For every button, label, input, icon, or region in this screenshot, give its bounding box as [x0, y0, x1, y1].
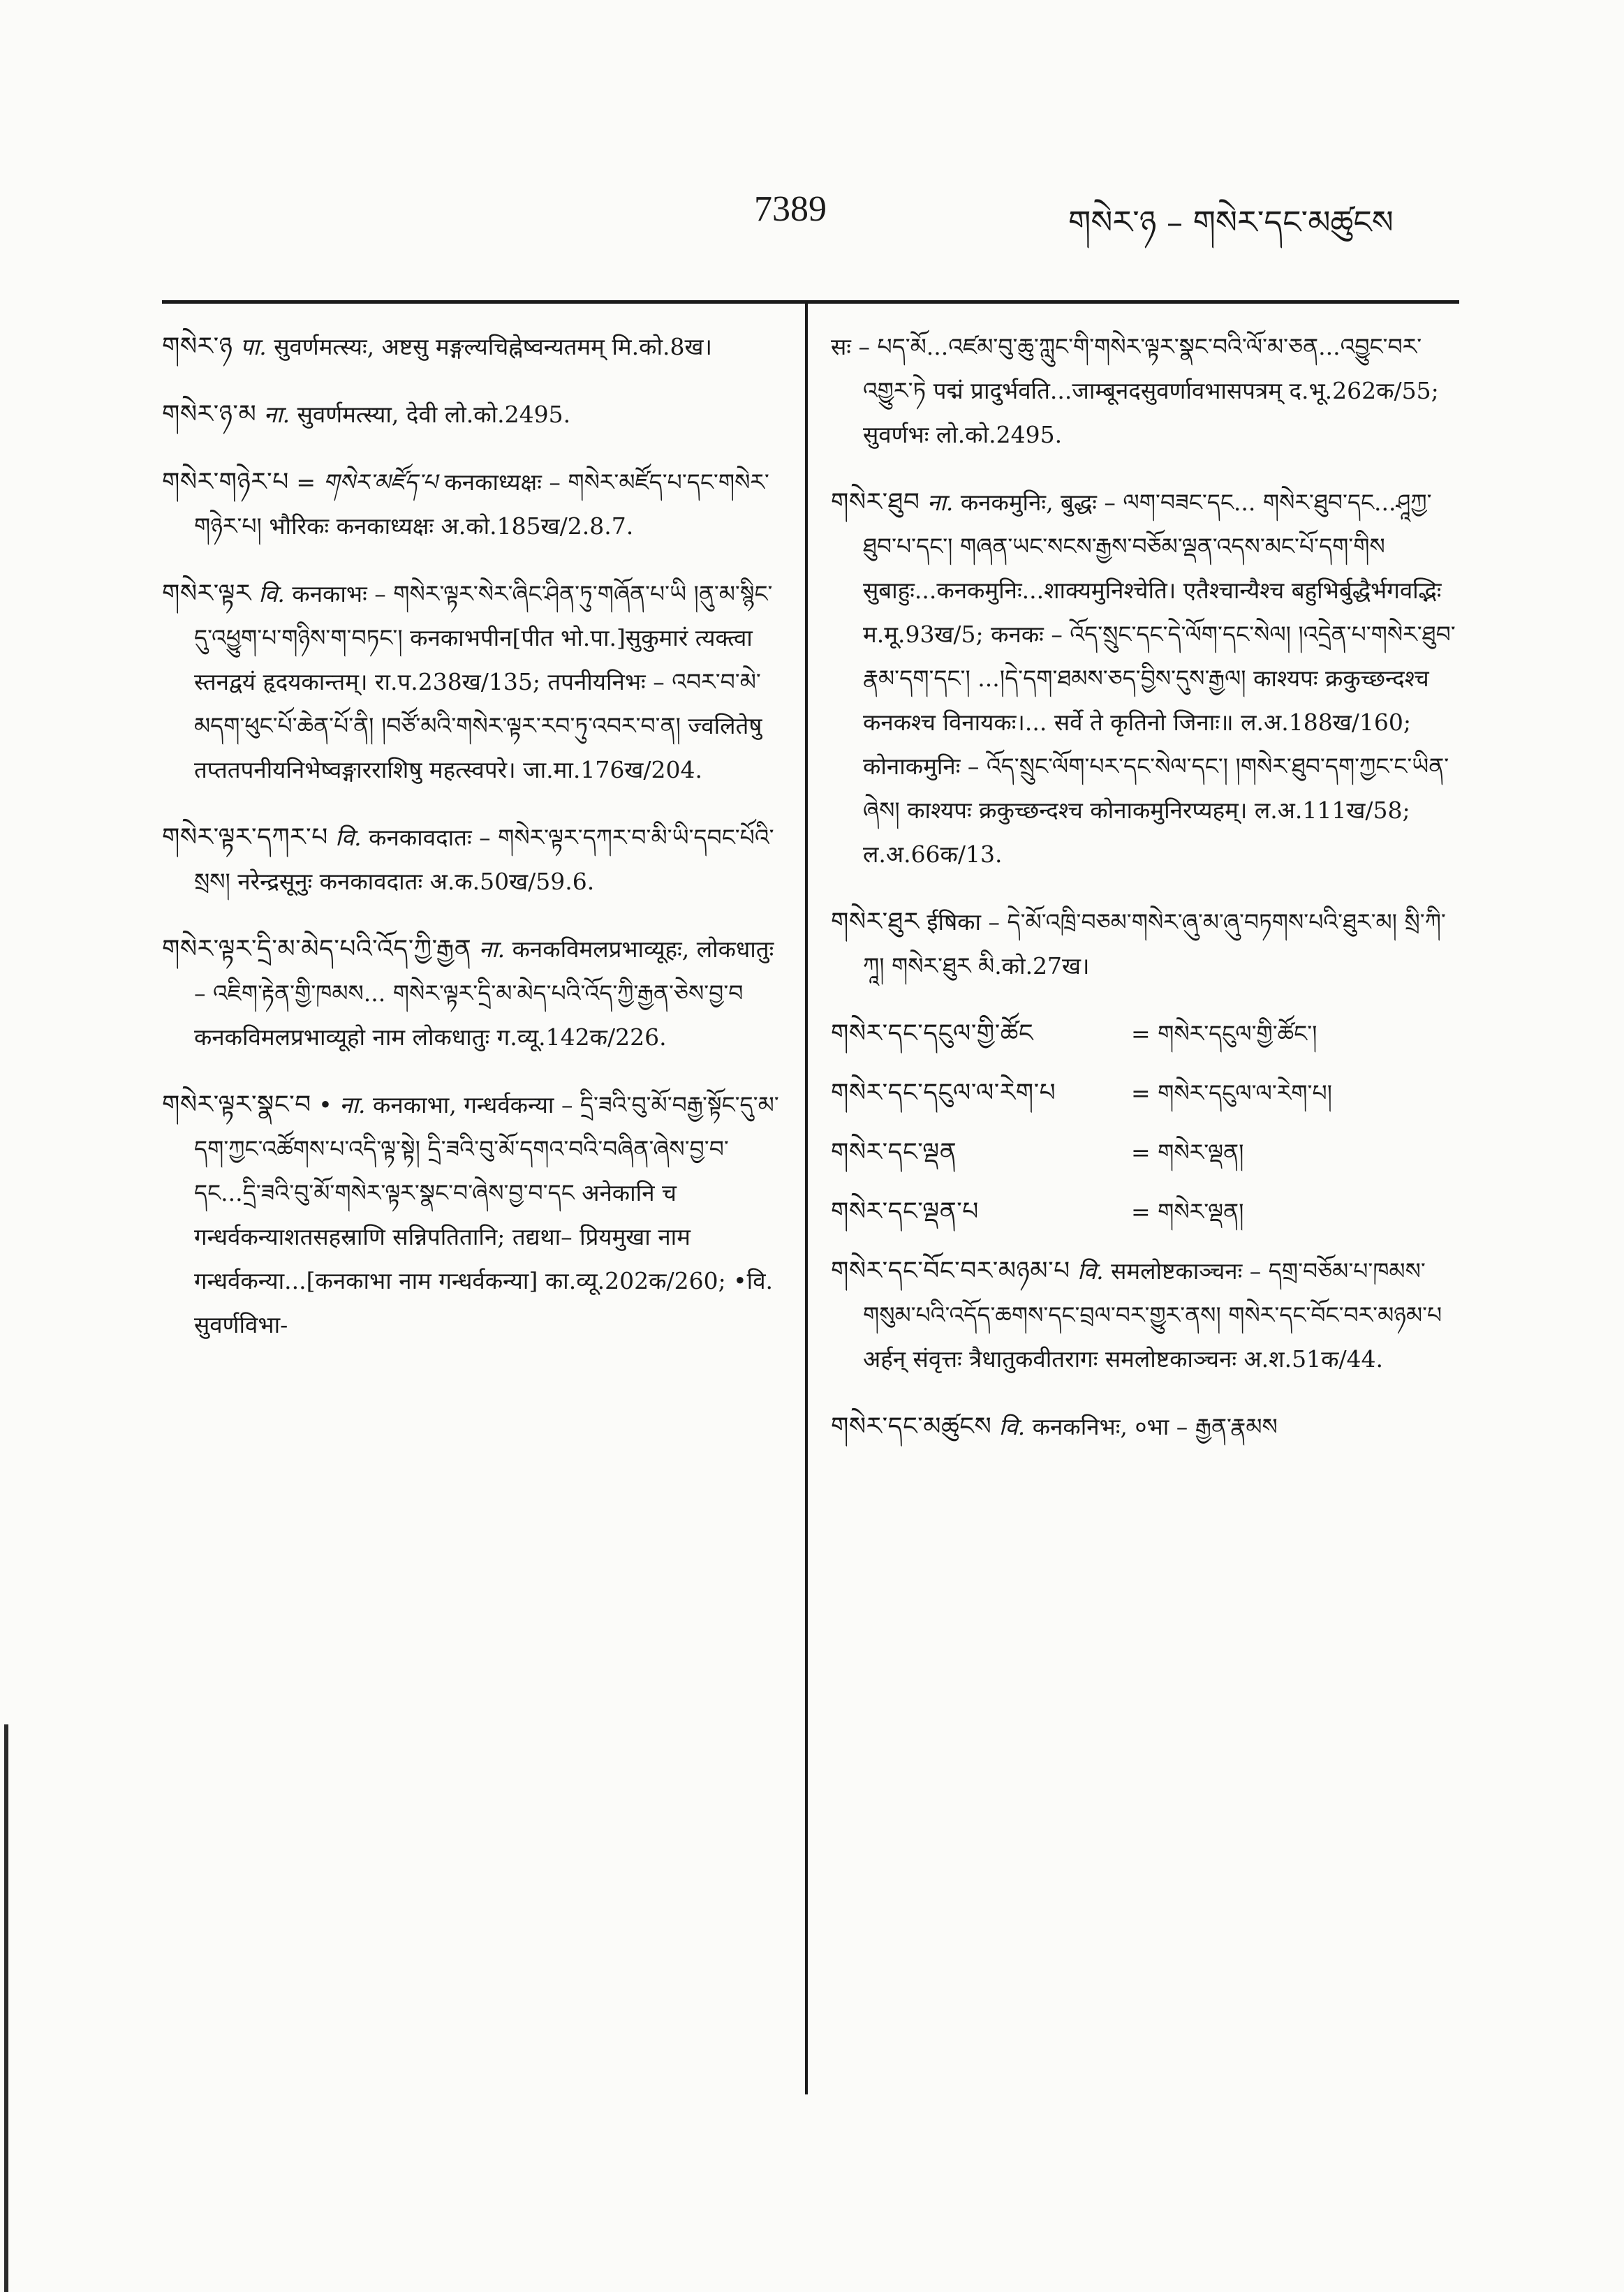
dictionary-entry [831, 900, 1459, 988]
grammar-label: वि. [335, 824, 362, 851]
dictionary-entry [831, 480, 1459, 876]
headword: གསེར་ལྟར་དྲི་མ་མེད་པའི་འོད་ཀྱི་རྒྱན [162, 935, 472, 963]
running-head: གསེར་ཉ – གསེར་དང་མཚུངས [1068, 203, 1394, 241]
headword: གསེར་ཐུབ [831, 488, 920, 517]
dictionary-entry [831, 1190, 1459, 1234]
headword: གསེར་ལྟར་སྣང་བ [162, 1090, 311, 1119]
dictionary-entry [831, 1071, 1459, 1115]
headword: གསེར་དང་དངུལ་ལ་རེག་པ [831, 1079, 1056, 1107]
header-rule [162, 300, 1459, 304]
headword: གསེར་དང་དངུལ་གྱི་ཚོང [831, 1019, 1034, 1048]
dictionary-entry [162, 460, 783, 548]
entry-body: सुवर्णमत्स्या, देवी लो.को.2495. [297, 401, 571, 428]
entry-body: कनकाध्यक्षः – གསེར་མཛོད་པ་དང་གསེར་གཉེར་པ། भौरिकः कनकाध्यक्षः अ.को.185ख/2.8.7. [194, 468, 769, 540]
entry-body: सः – པད་མོ...འཛམ་བུ་ཆུ་ཀླུང་གི་གསེར་ལྟར་སྣང་བའི་ལོ་མ་ཅན...འབྱུང་བར་འགྱུར་ཏེ पद्मं प्रादुर्भवति...जाम्बूनदसुवर्णावभासपत्रम् द.भू.262क/55; सुवर्णभः लो.को.2495. [831, 333, 1439, 448]
entry-body: = གསེར་ལྡན། [1131, 1198, 1244, 1225]
column-divider [805, 300, 808, 2094]
grammar-label: • ना. [318, 1091, 366, 1118]
left-column [162, 325, 783, 1370]
dictionary-entry [162, 815, 783, 903]
binding-edge-mark [4, 1724, 8, 2292]
dictionary-entry [831, 325, 1459, 457]
dictionary-entry [162, 572, 783, 792]
grammar-label: ना. [927, 489, 954, 516]
entry-body: = གསེར་ལྡན། [1131, 1139, 1244, 1166]
entry-body: ईषिका – དེ་མོ་འཁྲི་བཅམ་གསེར་ཞུ་མ་ཞུ་བཏགས་པའི་ཐུར་མ། སྲི་ཀི་ཀཱ། གསེར་ཐུར མི.को.27ख। [863, 908, 1446, 979]
headword: གསེར་གཉེར་པ [162, 468, 289, 496]
dictionary-entry [162, 927, 783, 1059]
headword: གསེར་ཉ [162, 332, 233, 361]
headword: གསེར་ལྟར [162, 579, 251, 608]
grammar-label: = གསེར་མཛོད་པ [296, 468, 437, 496]
dictionary-entry [162, 1083, 783, 1347]
entry-body: कनकमुनिः, बुद्धः – ལག་བཟང་དང... གསེར་ཐུབ་དང...ཤཱཀྱ་ཐུབ་པ་དང་། གཞན་ཡང་སངས་རྒྱས་བཅོམ་ལྡན་འདས་མང་པོ་དག་གིས सुबाहुः...कनकमुनिः...शाक्यमुनिश्चेति। एतैश्चान्यैश्च बहुभिर्बुद्धैर्भगवद्भिः म.मू.93ख/5; कनकः – འོད་སྲུང་དང་དེ་ལོག་དང་སེལ། །འདྲེན་པ་གསེར་ཐུབ་རྣམ་དག་དང་། ...།དེ་དག་ཐམས་ཅད་བྱིས་དུས་རྒྱལ། काश्यपः क्रकुच्छन्दश्च कनकश्च विनायकः।... सर्वे ते कृतिनो जिनाः॥ ल.अ.188ख/160; कोनाकमुनिः – འོད་སྲུང་ལོག་པར་དང་སེལ་དང་། །གསེར་ཐུབ་དག་ཀྱང་ང་ཡིན་ཞེས། काश्यपः क्रकुच्छन्दश्च कोनाकमुनिरप्यहम्। ल.अ.111ख/58; ल.अ.66क/13. [863, 489, 1456, 868]
entry-body: समलोष्टकाञ्चनः – དགྲ་བཅོམ་པ་ཁམས་གསུམ་པའི་འདོད་ཆགས་དང་བྲལ་བར་གྱུར་ནས། གསེར་དང་བོང་བར་མཉམ་པ अर्हन् संवृत्तः त्रैधातुकवीतरागः समलोष्टकाञ्चनः अ.श.51क/44. [863, 1257, 1442, 1373]
entry-body: कनकनिभः, ०भा – རྒྱན་རྣམས [1032, 1413, 1278, 1440]
grammar-label: वि. [1077, 1257, 1104, 1285]
dictionary-entry [831, 1405, 1459, 1449]
entry-body: = གསེར་དངུལ་ལ་རེག་པ། [1131, 1079, 1332, 1107]
dictionary-entry [831, 1249, 1459, 1381]
headword: གསེར་དང་མཚུངས [831, 1412, 992, 1441]
entry-body: कनकविमलप्रभाव्यूहः, लोकधातुः – འཇིག་རྟེན་གྱི་ཁམས... གསེར་ལྟར་དྲི་མ་མེད་པའི་འོད་ཀྱི་རྒྱན་ཅེས་བྱ་བ कनकविमलप्रभाव्यूहो नाम लोकधातुः ग.व्यू.142क/226. [194, 936, 774, 1051]
entry-body: कनकावदातः – གསེར་ལྟར་དཀར་བ་མི་ཡི་དབང་པོའི་སྲས། नरेन्द्रसूनुः कनकावदातः अ.क.50ख/59.6. [194, 824, 774, 895]
entry-body: सुवर्णमत्स्यः, अष्टसु मङ्गल्यचिह्नेष्वन्यतमम् मि.को.8ख। [274, 333, 713, 360]
entry-body: = གསེར་དངུལ་གྱི་ཚོང་། [1131, 1020, 1317, 1047]
grammar-label: ना. [263, 401, 290, 428]
entry-body: कनकाभः – གསེར་ལྟར་སེར་ཞིང་ཤིན་ཏུ་གཞོན་པ་ཡི །ནུ་མ་སྙིང་དུ་འཕྱུག་པ་གཉིས་ག་བཏང་། कनकाभपीन[पीत भो.पा.]सुकुमारं त्यक्त्वा स्तनद्वयं हृदयकान्तम्। रा.प.238ख/135; तपनीयनिभः – འབར་བ་མེ་མདག་ཕུང་པོ་ཆེན་པོ་ནི། །བཙོ་མའི་གསེར་ལྟར་རབ་ཏུ་འབར་བ་ན། ज्वलितेषु तप्ततपनीयनिभेष्वङ्गारराशिषु महत्स्वपरे। जा.मा.176ख/204. [194, 580, 773, 783]
headword: གསེར་དང་བོང་བར་མཉམ་པ [831, 1257, 1070, 1285]
grammar-label: ना. [478, 936, 505, 963]
headword: གསེར་ཐུར [831, 908, 920, 936]
dictionary-entry [831, 1130, 1459, 1174]
dictionary-entry [162, 392, 783, 436]
headword: གསེར་དང་ལྡན་པ [831, 1197, 979, 1226]
headword: གསེར་ལྟར་དཀར་པ [162, 823, 328, 852]
page-number: 7389 [754, 189, 827, 229]
entry-body: कनकाभा, गन्धर्वकन्या – དྲི་ཟའི་བུ་མོ་བརྒྱ་སྟོང་དུ་མ་དག་ཀྱང་འཚོགས་པ་འདི་ལྟ་སྟེ། དྲི་ཟའི་བུ་མོ་དགའ་བའི་བཞིན་ཞེས་བྱ་བ་དང...དྲི་ཟའི་བུ་མོ་གསེར་ལྟར་སྣང་བ་ཞེས་བྱ་བ་དང अनेकानि च गन्धर्वकन्याशतसहस्राणि सन्निपतितानि; तद्यथा– प्रियमुखा नाम गन्धर्वकन्या...[कनकाभा नाम गन्धर्वकन्या] का.व्यू.202क/260; •वि. सुवर्णविभा- [194, 1091, 779, 1338]
grammar-label: पा. [239, 333, 267, 360]
right-column [831, 325, 1459, 1472]
dictionary-entry [831, 1012, 1459, 1056]
dictionary-entry [162, 325, 783, 369]
grammar-label: वि. [258, 580, 285, 607]
headword: གསེར་དང་ལྡན [831, 1138, 957, 1167]
headword: གསེར་ཉ་མ [162, 400, 257, 429]
grammar-label: वि. [998, 1413, 1026, 1440]
